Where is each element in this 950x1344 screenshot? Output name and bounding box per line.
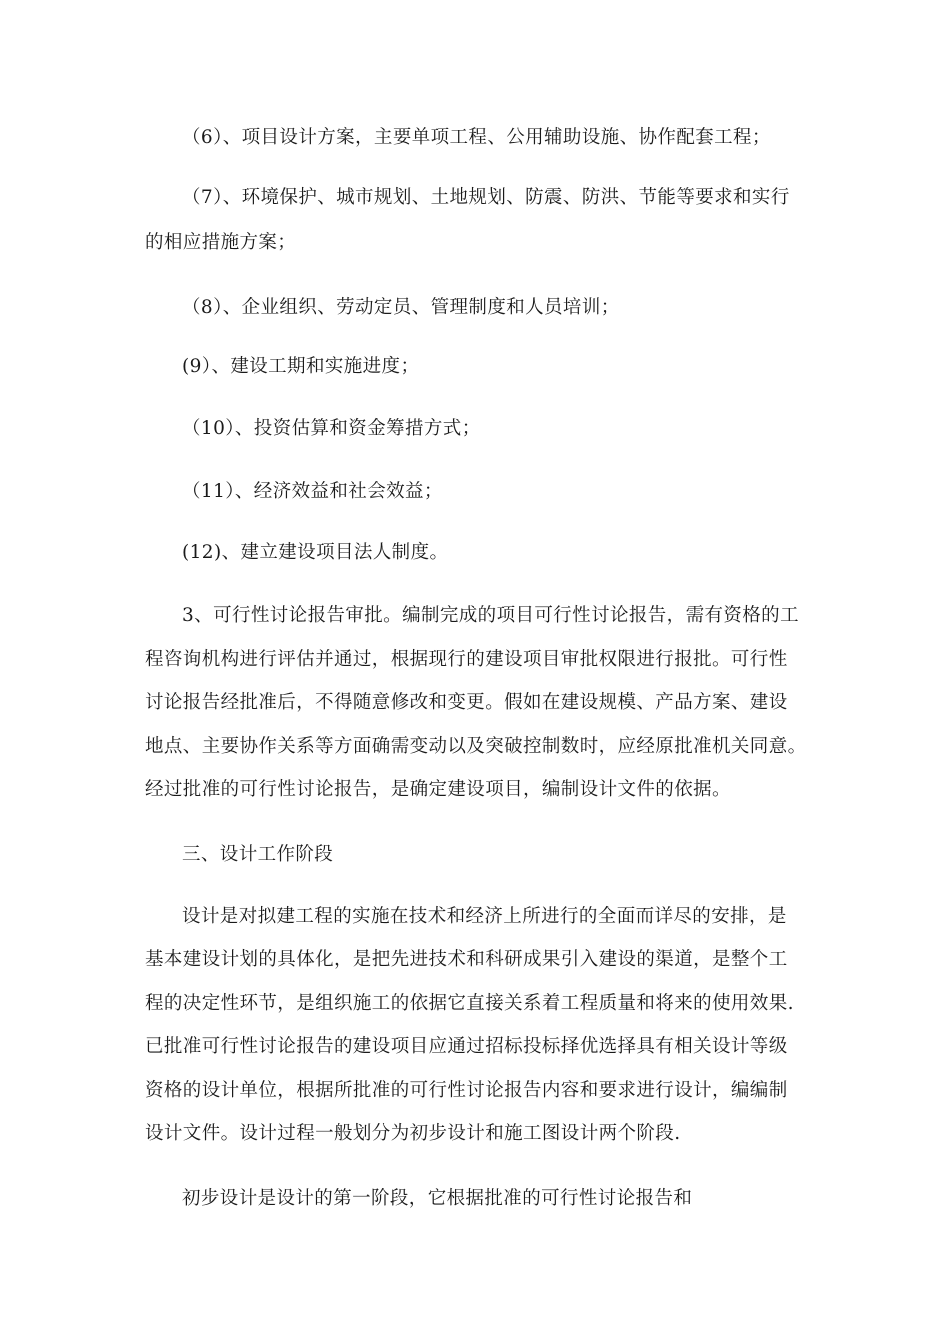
section-3-line-4: 地点、主要协作关系等方面确需变动以及突破控制数时，应经原批准机关同意。 xyxy=(145,736,807,757)
design-para-line-6: 设计文件。设计过程一般划分为初步设计和施工图设计两个阶段. xyxy=(145,1123,681,1144)
design-para-line-4: 已批准可行性讨论报告的建设项目应通过招标投标择优选择具有相关设计等级 xyxy=(145,1036,788,1057)
list-item-12: (12)、建立建设项目法人制度。 xyxy=(182,542,449,563)
list-item-6: （6）、项目设计方案，主要单项工程、公用辅助设施、协作配套工程； xyxy=(182,127,771,148)
section-3-line-2: 程咨询机构进行评估并通过，根据现行的建设项目审批权限进行报批。可行性 xyxy=(145,649,788,670)
section-heading: 三、设计工作阶段 xyxy=(182,844,334,865)
section-3-line-3: 讨论报告经批准后，不得随意修改和变更。假如在建设规模、产品方案、建设 xyxy=(145,692,788,713)
prelim-para-line-1: 初步设计是设计的第一阶段，它根据批准的可行性讨论报告和 xyxy=(182,1188,693,1209)
list-item-8: （8）、企业组织、劳动定员、管理制度和人员培训； xyxy=(182,297,620,318)
section-3-line-1: 3、可行性讨论报告审批。编制完成的项目可行性讨论报告，需有资格的工 xyxy=(182,605,799,626)
design-para-line-2: 基本建设计划的具体化，是把先进技术和科研成果引入建设的渠道，是整个工 xyxy=(145,949,788,970)
list-item-11: （11）、经济效益和社会效益； xyxy=(182,481,443,502)
list-item-9: (9）、建设工期和实施进度； xyxy=(182,356,420,377)
design-para-line-1: 设计是对拟建工程的实施在技术和经济上所进行的全面而详尽的安排，是 xyxy=(182,906,787,927)
list-item-7-line-1: （7）、环境保护、城市规划、土地规划、防震、防洪、节能等要求和实行 xyxy=(182,187,790,208)
design-para-line-5: 资格的设计单位，根据所批准的可行性讨论报告内容和要求进行设计，编编制 xyxy=(145,1080,788,1101)
design-para-line-3: 程的决定性环节，是组织施工的依据它直接关系着工程质量和将来的使用效果. xyxy=(145,993,794,1014)
section-3-line-5: 经过批准的可行性讨论报告，是确定建设项目，编制设计文件的依据。 xyxy=(145,779,731,800)
list-item-10: （10）、投资估算和资金筹措方式； xyxy=(182,418,481,439)
list-item-7-line-2: 的相应措施方案； xyxy=(145,232,297,253)
